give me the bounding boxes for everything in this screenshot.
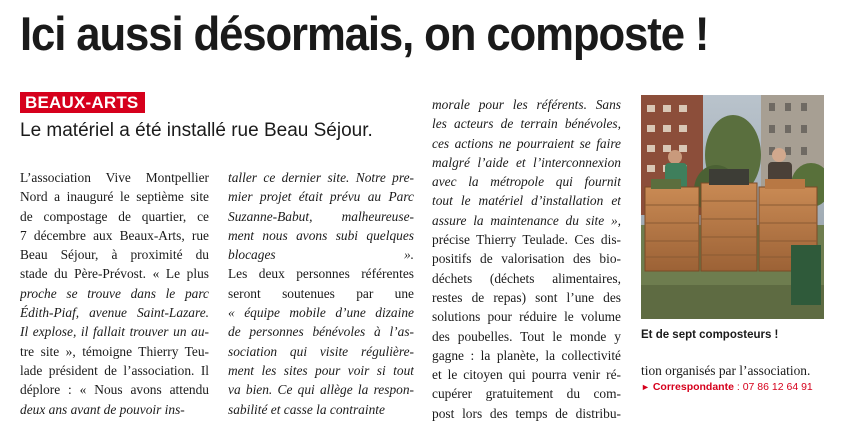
text-line: mier projet était prévu au Parc <box>228 189 414 205</box>
text-line: de personnes bénévoles à l’as- <box>228 324 414 340</box>
text-line: avec la métropole qui fournit <box>432 174 621 190</box>
text-line: Édith-Piaf, avenue Saint-Lazare. <box>20 305 209 321</box>
byline-phone: : 07 86 12 64 91 <box>736 381 813 393</box>
compost-bins-photo <box>641 95 824 319</box>
text-line: déplore : « Nous avons attendu <box>20 382 209 398</box>
article-headline: Ici aussi désormais, on composte ! <box>20 7 709 60</box>
text-line: lade président de l’association. Il <box>20 362 209 378</box>
text-line: déchets (déchets alimentaires, <box>432 270 621 286</box>
text-line: deux ans avant de pouvoir ins- <box>20 401 185 417</box>
text-line: Beau Séjour, à proximité du <box>20 247 209 263</box>
text-line: stade du Père-Prévost. « Le plus <box>20 266 209 282</box>
text-line: Les deux personnes référentes <box>228 266 414 282</box>
correspondent-byline <box>641 381 813 393</box>
text-line: tre site », témoigne Thierry Teu- <box>20 343 209 359</box>
text-column-3 <box>432 95 621 423</box>
text-line: ces actions ne pourraient se faire <box>432 135 621 151</box>
arrow-icon: ► <box>641 382 650 392</box>
text-line: 7 décembre aux Beaux-Arts, rue <box>20 227 209 243</box>
text-line: taller ce dernier site. Notre pre- <box>228 170 414 185</box>
text-line: sociation qui visite régulière- <box>228 343 414 359</box>
text-line: blocages ». <box>228 247 414 263</box>
text-line: des poubelles. Tout le monde y <box>432 328 621 344</box>
text-column-4 <box>641 361 830 380</box>
text-line: L’association Vive Montpellier <box>20 170 209 185</box>
text-line: morale pour les référents. Sans <box>432 97 621 112</box>
section-rubric: BEAUX-ARTS <box>20 92 145 113</box>
text-line: ment les sites pour voir si tout <box>228 362 414 378</box>
article-standfirst: Le matériel a été installé rue Beau Séjour. <box>20 120 373 141</box>
text-line: précise Thierry Teulade. Ces dis- <box>432 232 621 248</box>
text-line: Il explose, il fallait trouver un au- <box>20 324 209 340</box>
text-line: assure la maintenance du site », <box>432 212 621 228</box>
text-line: les acteurs de terrain bénévoles, <box>432 116 621 132</box>
photo-illustration <box>641 95 824 319</box>
text-line: tion organisés par l’association. <box>641 363 811 378</box>
text-line: tout le matériel d’installation et <box>432 193 621 209</box>
text-line: post lors des temps de distribu- <box>432 405 621 421</box>
text-line: et le citoyen qui pourra venir ré- <box>432 367 621 383</box>
text-line: ment nous avons subi quelques <box>228 227 414 243</box>
text-column-2 <box>228 168 414 419</box>
photo-caption: Et de sept composteurs ! <box>641 329 779 341</box>
text-line: positifs de valorisation des bio- <box>432 251 621 267</box>
text-line: proche se trouve dans le parc <box>20 285 209 301</box>
text-line: « équipe mobile d’une dizaine <box>228 305 414 321</box>
text-line: va bien. Ce qui allège la respon- <box>228 382 414 398</box>
text-line: seront soutenues par une <box>228 285 414 301</box>
text-line: Suzanne-Babut, malheureuse- <box>228 208 414 224</box>
text-column-1 <box>20 168 209 419</box>
text-line: sabilité et casse la contrainte <box>228 401 385 417</box>
text-line: de compostage de quartier, ce <box>20 208 209 224</box>
text-line: restes de repas) sont l’une des <box>432 289 621 305</box>
text-line: Nord a inauguré le septième site <box>20 189 209 205</box>
text-line: solutions pour réduire le volume <box>432 309 621 325</box>
byline-label: Correspondante <box>652 381 734 393</box>
text-line: gagne : la planète, la collectivité <box>432 347 621 363</box>
text-line: cupérer gratuitement du com- <box>432 386 621 402</box>
text-line: malgré l’aide et l’interconnexion <box>432 154 621 170</box>
